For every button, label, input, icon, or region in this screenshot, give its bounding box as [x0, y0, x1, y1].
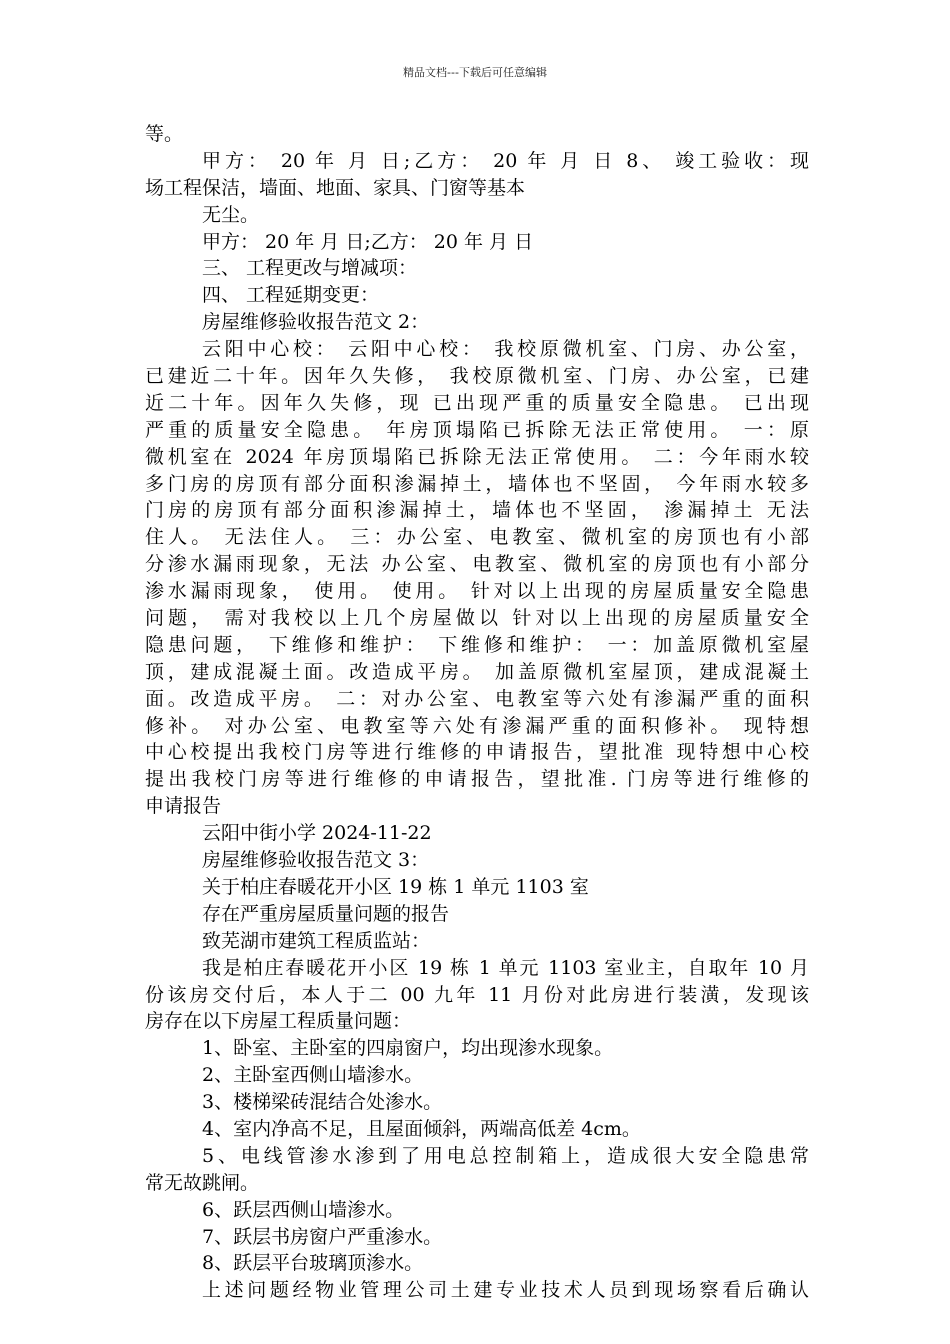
- text-line: 门房的房顶有部分面积渗漏掉土，墙体也不坚固， 渗漏掉土 无法: [145, 499, 809, 522]
- page-header-watermark: 精品文档---下载后可任意编辑: [403, 66, 547, 79]
- text-line: 6、跃层西侧山墙渗水。: [202, 1198, 405, 1221]
- text-line: 多门房的房顶有部分面积渗漏掉土，墙体也不坚固， 今年雨水较多: [145, 472, 809, 495]
- text-line: 存在严重房屋质量问题的报告: [202, 902, 450, 925]
- text-line: 3、楼梯梁砖混结合处渗水。: [202, 1091, 443, 1114]
- text-line: 问题， 需对我校以上几个房屋做以 针对以上出现的房屋质量安全: [145, 607, 809, 630]
- text-line: 无尘。: [202, 203, 260, 226]
- text-line: 云阳中心校： 云阳中心校： 我校原微机室、门房、办公室，: [202, 338, 809, 361]
- text-line: 三、 工程更改与增减项：: [202, 257, 418, 280]
- text-line: 分渗水漏雨现象，无法 办公室、电教室、微机室的房顶也有小部分: [145, 553, 809, 576]
- text-line: 2、主卧室西侧山墙渗水。: [202, 1064, 424, 1087]
- text-line: 渗水漏雨现象， 使用。 使用。 针对以上出现的房屋质量安全隐患: [145, 580, 809, 603]
- text-line: 住人。 无法住人。 三：办公室、电教室、微机室的房顶也有小部: [145, 526, 809, 549]
- text-line: 房屋维修验收报告范文 3：: [202, 849, 430, 872]
- text-line: 7、跃层书房窗户严重渗水。: [202, 1225, 443, 1248]
- text-line: 上述问题经物业管理公司土建专业技术人员到现场察看后确认: [202, 1279, 809, 1302]
- text-line: 已建近二十年。因年久失修， 我校原微机室、门房、办公室，已建: [145, 365, 809, 388]
- text-line: 等。: [145, 123, 184, 145]
- text-line: 份该房交付后，本人于二 00 九年 11 月份对此房进行装潢，发现该: [145, 983, 809, 1006]
- text-line: 申请报告: [145, 795, 222, 818]
- document-body: [145, 121, 809, 1304]
- text-line: 1、卧室、主卧室的四扇窗户，均出现渗水现象。: [202, 1037, 614, 1060]
- text-line: 近二十年。因年久失修，现 已出现严重的质量安全隐患。 已出现: [145, 391, 809, 414]
- text-line: 甲方： 20 年 月 日;乙方： 20 年 月 日: [202, 230, 534, 253]
- text-line: 云阳中街小学 2024-11-22: [202, 822, 432, 845]
- text-line: 面。改造成平房。 二：对办公室、电教室等六处有渗漏严重的面积: [145, 687, 809, 710]
- text-line: 我是柏庄春暖花开小区 19 栋 1 单元 1103 室业主，自取年 10 月: [202, 956, 809, 979]
- text-line: 中心校提出我校门房等进行维修的申请报告，望批准 现特想中心校: [145, 741, 809, 764]
- text-line: 房存在以下房屋工程质量问题：: [145, 1010, 412, 1033]
- text-line: 场工程保洁，墙面、地面、家具、门窗等基本: [145, 176, 526, 199]
- text-line: 提出我校门房等进行维修的申请报告，望批准. 门房等进行维修的: [145, 768, 809, 791]
- text-line: 顶，建成混凝土面。改造成平房。 加盖原微机室屋顶，建成混凝土: [145, 660, 809, 683]
- text-line: 8、跃层平台玻璃顶渗水。: [202, 1252, 424, 1275]
- text-line: 修补。 对办公室、电教室等六处有渗漏严重的面积修补。 现特想: [145, 714, 809, 737]
- text-line: 隐患问题， 下维修和维护： 下维修和维护： 一：加盖原微机室屋: [145, 633, 809, 656]
- text-line: 常无故跳闸。: [145, 1171, 260, 1194]
- text-line: 严重的质量安全隐患。 年房顶塌陷已拆除无法正常使用。 一：原: [145, 418, 809, 441]
- text-line: 5、电线管渗水渗到了用电总控制箱上，造成很大安全隐患常: [202, 1144, 809, 1167]
- text-line: 房屋维修验收报告范文 2：: [202, 311, 430, 334]
- text-line: 致芜湖市建筑工程质监站：: [202, 929, 431, 952]
- text-line: 关于柏庄春暖花开小区 19 栋 1 单元 1103 室: [202, 875, 589, 898]
- text-line: 甲方： 20 年 月 日;乙方： 20 年 月 日 8、 竣工验收：现: [202, 149, 809, 172]
- text-line: 4、室内净高不足，且屋面倾斜，两端高低差 4cm。: [202, 1117, 641, 1140]
- text-line: 微机室在 2024 年房顶塌陷已拆除无法正常使用。 二：今年雨水较: [145, 445, 809, 468]
- text-line: 四、 工程延期变更：: [202, 284, 380, 307]
